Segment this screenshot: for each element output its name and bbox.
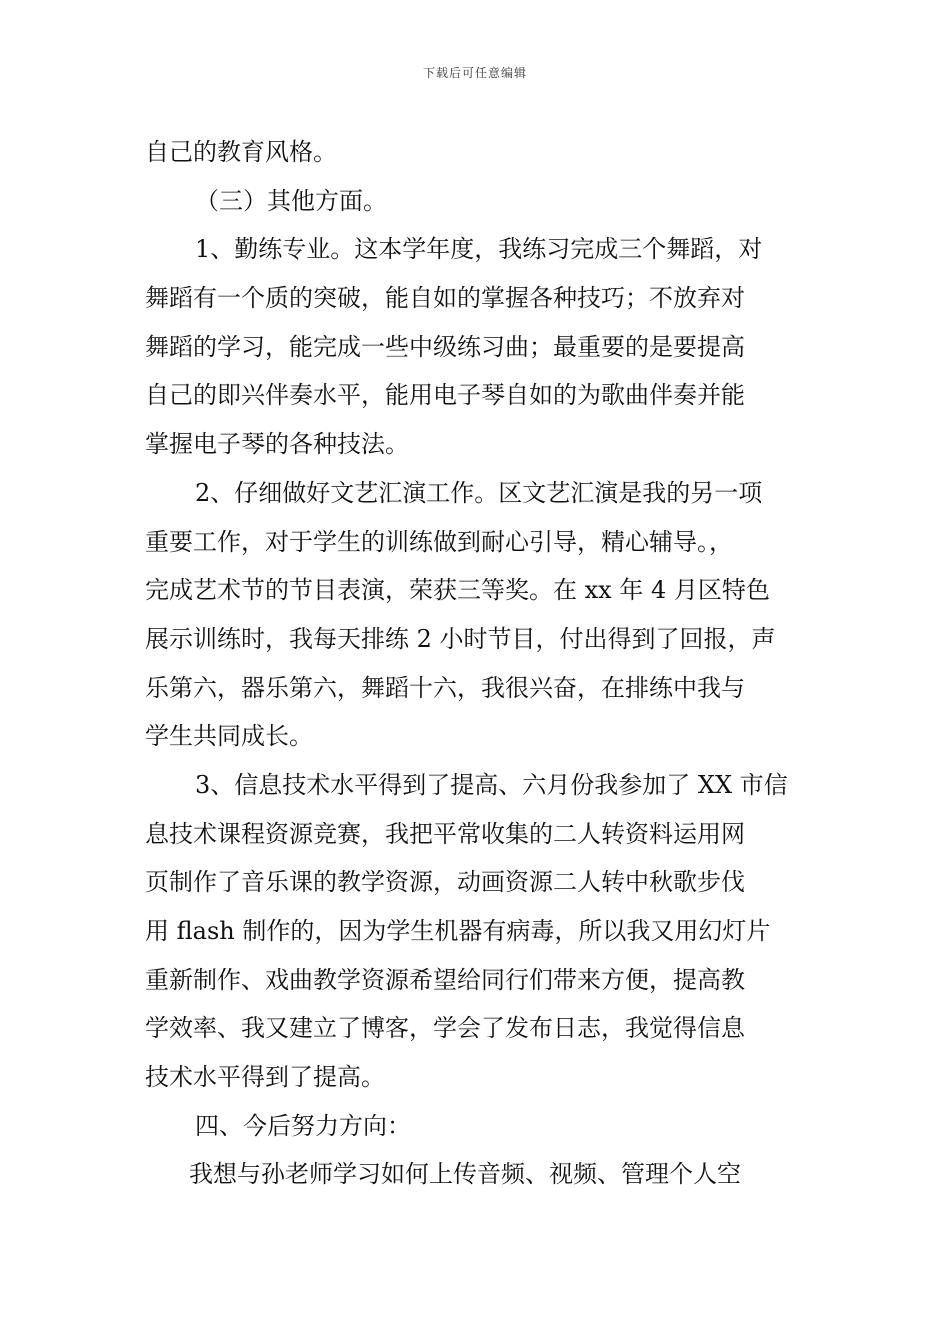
text-line: 技术水平得到了提高。	[145, 1063, 385, 1092]
section-heading: 四、今后努力方向：	[195, 1111, 411, 1140]
section-heading: （三）其他方面。	[195, 186, 387, 215]
paragraph-start: 3、信息技术水平得到了提高、六月份我参加了 XX 市信	[195, 770, 788, 799]
text-line: 展示训练时，我每天排练 2 小时节目，付出得到了回报，声	[145, 624, 776, 653]
text-line: 自己的教育风格。	[145, 138, 337, 166]
paragraph-start: 1、勤练专业。这本学年度，我练习完成三个舞蹈，对	[195, 235, 763, 264]
text-line: 完成艺术节的节目表演，荣获三等奖。在 xx 年 4 月区特色	[145, 576, 770, 605]
text-line: 乐第六，器乐第六，舞蹈十六，我很兴奋，在排练中我与	[145, 673, 745, 702]
text-line: 舞蹈的学习，能完成一些中级练习曲；最重要的是要提高	[145, 332, 745, 361]
page-header-note: 下载后可任意编辑	[422, 66, 527, 80]
text-line: 息技术课程资源竞赛，我把平常收集的二人转资料运用网	[145, 819, 745, 848]
text-line: 页制作了音乐课的教学资源，动画资源二人转中秋歌步伐	[145, 868, 745, 897]
text-line: 学生共同成长。	[145, 722, 313, 751]
text-line: 学效率、我又建立了博客，学会了发布日志，我觉得信息	[145, 1014, 745, 1043]
paragraph-start: 2、仔细做好文艺汇演工作。区文艺汇演是我的另一项	[195, 478, 763, 507]
document-body	[145, 128, 810, 1199]
text-line: 重新制作、戏曲教学资源希望给同行们带来方便，提高教	[145, 965, 745, 994]
text-line: 用 flash 制作的，因为学生机器有病毒，所以我又用幻灯片	[145, 917, 771, 945]
text-line: 自己的即兴伴奏水平，能用电子琴自如的为歌曲伴奏并能	[145, 381, 745, 410]
text-line: 重要工作，对于学生的训练做到耐心引导，精心辅导。，	[145, 527, 733, 556]
text-line: 舞蹈有一个质的突破，能自如的掌握各种技巧；不放弃对	[145, 284, 745, 313]
paragraph-start: 我想与孙老师学习如何上传音频、视频、管理个人空	[189, 1160, 741, 1189]
text-line: 掌握电子琴的各种技法。	[145, 430, 409, 459]
